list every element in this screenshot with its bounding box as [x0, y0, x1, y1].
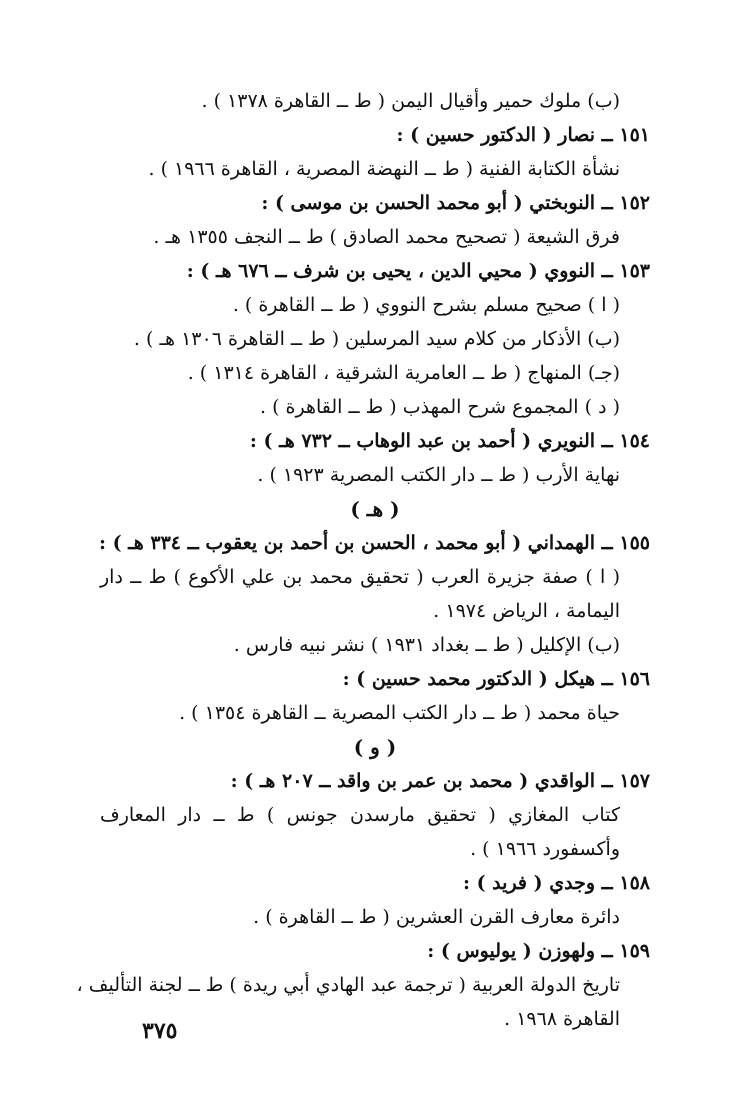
entry-heading: ١٥٧ ــ الواقدي ( محمد بن عمر بن واقد ــ ٢٠٧ هـ ) :: [230, 770, 650, 792]
text-line: دائرة معارف القرن العشرين ( ط ــ القاهرة ) .: [253, 906, 620, 928]
text-line: فرق الشيعة ( تصحيح محمد الصادق ) ط ــ النجف ١٣٥٥ هـ .: [153, 226, 620, 248]
text-line: نهاية الأرب ( ط ــ دار الكتب المصرية ١٩٢٣ ) .: [257, 464, 620, 486]
entry-heading: ١٥٢ ــ النوبختي ( أبو محمد الحسن بن موسى ) :: [261, 192, 650, 214]
text-line: اليمامة ، الرياض ١٩٧٤ .: [433, 600, 620, 622]
section-heading: ( و ): [353, 735, 397, 759]
section-heading: ( هـ ): [350, 497, 400, 521]
entry-heading: ١٥٤ ــ النويري ( أحمد بن عبد الوهاب ــ ٧٣٢ هـ ) :: [249, 430, 650, 452]
text-line: وأكسفورد ١٩٦٦ ) .: [470, 838, 620, 860]
entry-heading: ١٥٨ ــ وجدي ( فريد ) :: [462, 872, 650, 894]
text-line: حياة محمد ( ط ــ دار الكتب المصرية ــ القاهرة ١٣٥٤ ) .: [179, 702, 620, 724]
entry-heading: ١٥١ ــ نصار ( الدكتور حسين ) :: [396, 124, 650, 146]
text-line: ( ا ) صفة جزيرة العرب ( تحقيق محمد بن علي الأكوع ) ط ــ دار: [100, 566, 620, 588]
text-line: (ب) ملوك حمير وأقيال اليمن ( ط ــ القاهرة ١٣٧٨ ) .: [201, 90, 620, 112]
text-line: القاهرة ١٩٦٨ .: [504, 1008, 620, 1030]
text-line: (ب) الإكليل ( ط ــ بغداد ١٩٣١ ) نشر نبيه فارس .: [233, 634, 620, 656]
entry-heading: ١٥٦ ــ هيكل ( الدكتور محمد حسين ) :: [342, 668, 650, 690]
text-line: نشأة الكتابة الفنية ( ط ــ النهضة المصرية ، القاهرة ١٩٦٦ ) .: [148, 158, 620, 180]
text-line: (ب) الأذكار من كلام سيد المرسلين ( ط ــ القاهرة ١٣٠٦ هـ ) .: [133, 328, 620, 350]
text-line: ( د ) المجموع شرح المهذب ( ط ــ القاهرة ) .: [259, 396, 620, 418]
bibliography-page: [76, 84, 650, 1036]
text-line: (جـ) المنهاج ( ط ــ العامرية الشرقية ، القاهرة ١٣١٤ ) .: [187, 362, 620, 384]
text-line: ( ا ) صحيح مسلم بشرح النووي ( ط ــ القاهرة ) .: [232, 294, 620, 316]
entry-heading: ١٥٣ ــ النووي ( محيي الدين ، يحيى بن شرف ــ ٦٧٦ هـ ) :: [186, 260, 650, 282]
entry-heading: ١٥٥ ــ الهمداني ( أبو محمد ، الحسن بن أحمد بن يعقوب ــ ٣٣٤ هـ ) :: [98, 532, 650, 554]
entry-heading: ١٥٩ ــ ولهوزن ( يوليوس ) :: [427, 940, 650, 962]
text-line: تاريخ الدولة العربية ( ترجمة عبد الهادي أبي ريدة ) ط ــ لجنة التأليف ،: [76, 974, 620, 996]
text-line: كتاب المغازي ( تحقيق مارسدن جونس ) ط ــ دار المعارف: [100, 804, 620, 826]
page-number: ٣٧٥: [142, 1018, 178, 1044]
